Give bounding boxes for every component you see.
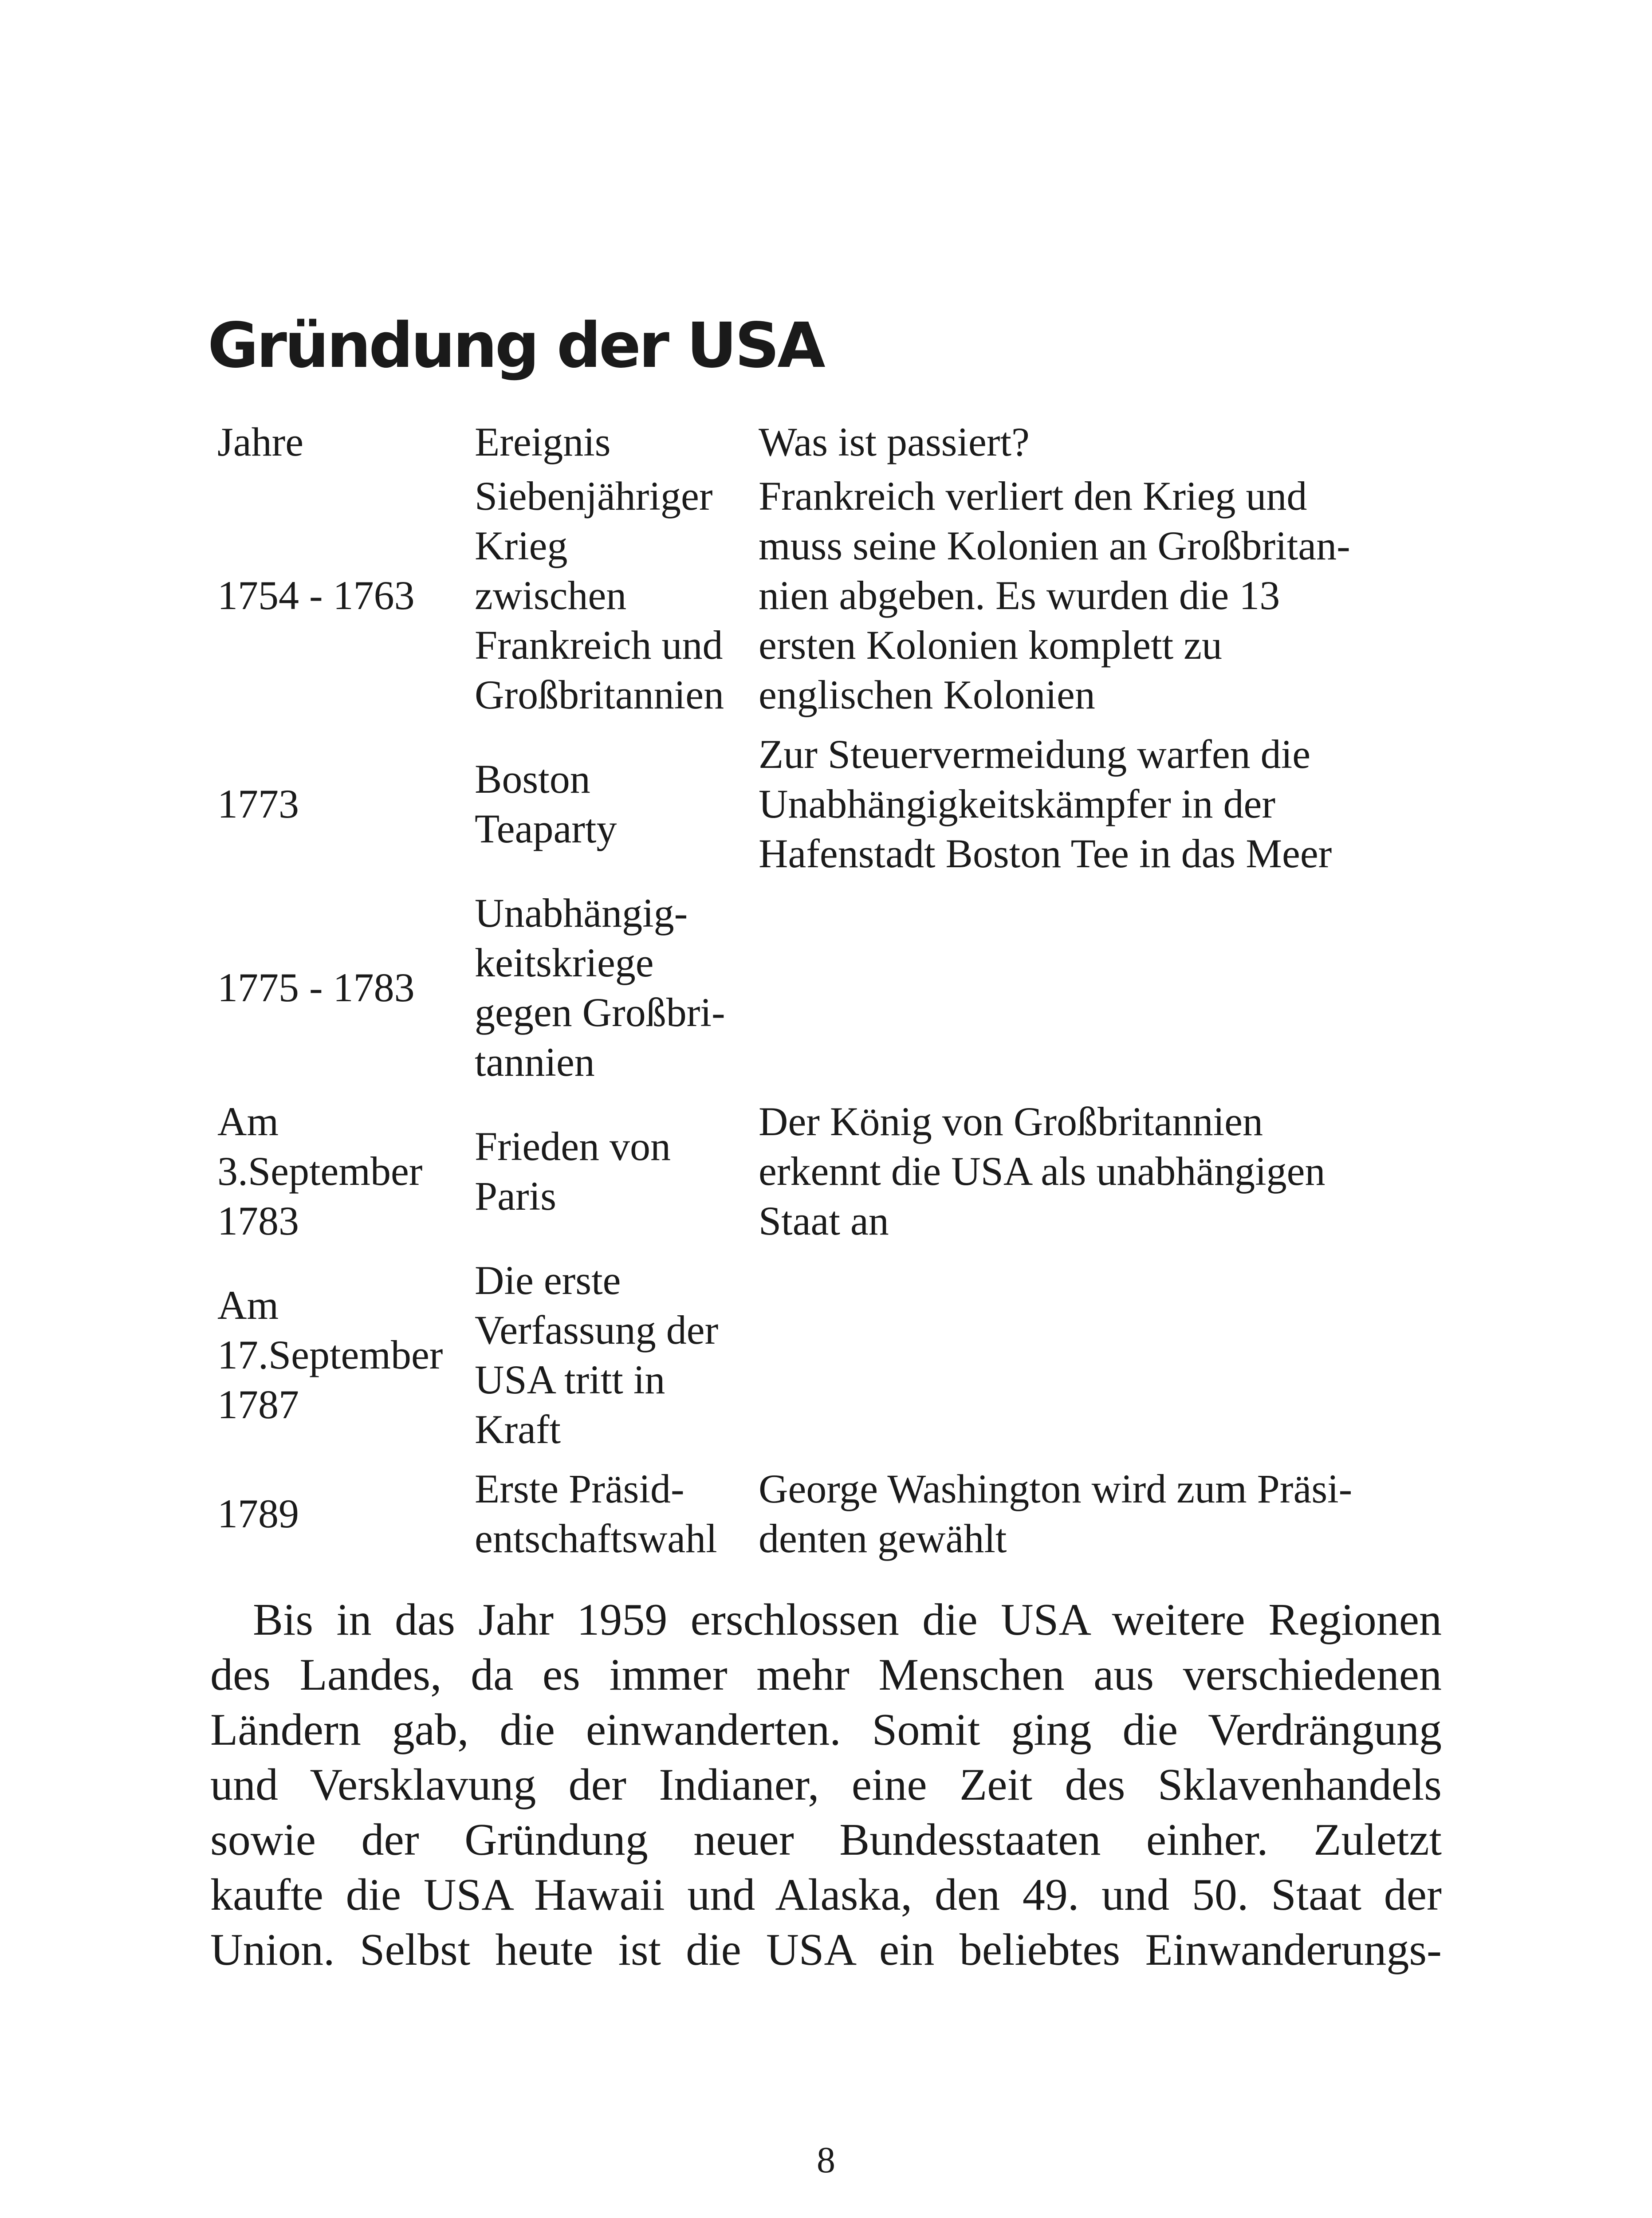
table-row [217,1464,1459,1563]
description-line: muss seine Kolonien an Großbritan- [759,523,1350,568]
year-cell: Am 17.September 1787 [217,1282,443,1427]
description-line: erkennt die USA als unabhängigen [759,1148,1326,1194]
description-line: englischen Kolonien [759,672,1095,717]
year-cell: Am 3.September 1783 [217,1099,423,1243]
table-header-row [217,417,1459,467]
timeline-table [217,417,1459,1573]
table-row [217,471,1459,720]
event-line: USA tritt in [475,1357,665,1402]
year-cell: 1775 - 1783 [217,965,415,1010]
event-cell [475,888,759,1087]
description-cell [759,729,1459,878]
description-cell [759,471,1459,720]
column-header-description: Was ist passiert? [759,419,1030,464]
event-line: Siebenjähriger [475,473,713,519]
year-cell: 1754 - 1763 [217,573,415,618]
column-header-event: Ereignis [475,419,611,464]
paragraph-line: und Versklavung der Indianer, eine Zeit des Sklavenhandels [210,1760,1442,1810]
table-row [217,1255,1459,1454]
description-line: denten gewählt [759,1516,1007,1561]
event-cell [475,1121,759,1221]
event-line: Frieden von [475,1124,671,1169]
event-cell [475,1464,759,1563]
event-line: Krieg [475,523,568,568]
event-line: tannien [475,1039,595,1085]
event-line: Großbritannien [475,672,724,717]
table-row [217,1097,1459,1246]
event-line: gegen Großbri- [475,990,725,1035]
description-cell [759,1097,1459,1246]
event-line: zwischen [475,573,627,618]
table-row [217,888,1459,1087]
description-cell [759,1464,1459,1563]
description-line: ersten Kolonien komplett zu [759,622,1222,668]
description-line: Unabhängigkeitskämpfer in der [759,781,1275,826]
event-line: keitskriege [475,940,654,985]
event-line: Die erste [475,1258,621,1303]
year-cell: 1789 [217,1491,299,1536]
event-line: Unabhängig- [475,890,688,936]
paragraph-line: Bis in das Jahr 1959 erschlossen die USA weitere Regionen [253,1595,1442,1645]
event-line: Erste Präsid- [475,1466,684,1511]
description-line: Zur Steuervermeidung warfen die [759,731,1311,777]
event-line: Paris [475,1173,556,1219]
page-title: Gründung der USA [208,310,823,382]
paragraph-line: kaufte die USA Hawaii und Alaska, den 49. und 50. Staat der [210,1870,1442,1920]
paragraph-line: sowie der Gründung neuer Bundesstaaten einher. Zuletzt [210,1815,1442,1865]
paragraph-line: Union. Selbst heute ist die USA ein beliebtes Einwanderungs- [210,1925,1442,1975]
event-cell [475,471,759,720]
body-paragraph [210,1593,1442,1978]
event-line: Frankreich und [475,622,723,668]
description-line: Staat an [759,1198,889,1243]
paragraph-line: des Landes, da es immer mehr Menschen aus verschiedenen [210,1650,1442,1700]
year-cell: 1773 [217,781,299,826]
table-row [217,729,1459,878]
event-cell [475,754,759,853]
event-cell [475,1255,759,1454]
description-line: Frankreich verliert den Krieg und [759,473,1307,519]
column-header-years: Jahre [217,419,304,464]
event-line: Kraft [475,1407,561,1452]
description-line: Der König von Großbritannien [759,1099,1263,1144]
event-line: Teaparty [475,806,617,851]
event-line: Verfassung der [475,1307,719,1353]
description-line: nien abgeben. Es wurden die 13 [759,573,1280,618]
description-line: George Washington wird zum Präsi- [759,1466,1353,1511]
paragraph-line: Ländern gab, die einwanderten. Somit ging die Verdrängung [210,1705,1442,1755]
page-number: 8 [817,2139,835,2181]
event-line: Boston [475,756,590,802]
event-line: entschaftswahl [475,1516,717,1561]
description-line: Hafenstadt Boston Tee in das Meer [759,831,1332,876]
